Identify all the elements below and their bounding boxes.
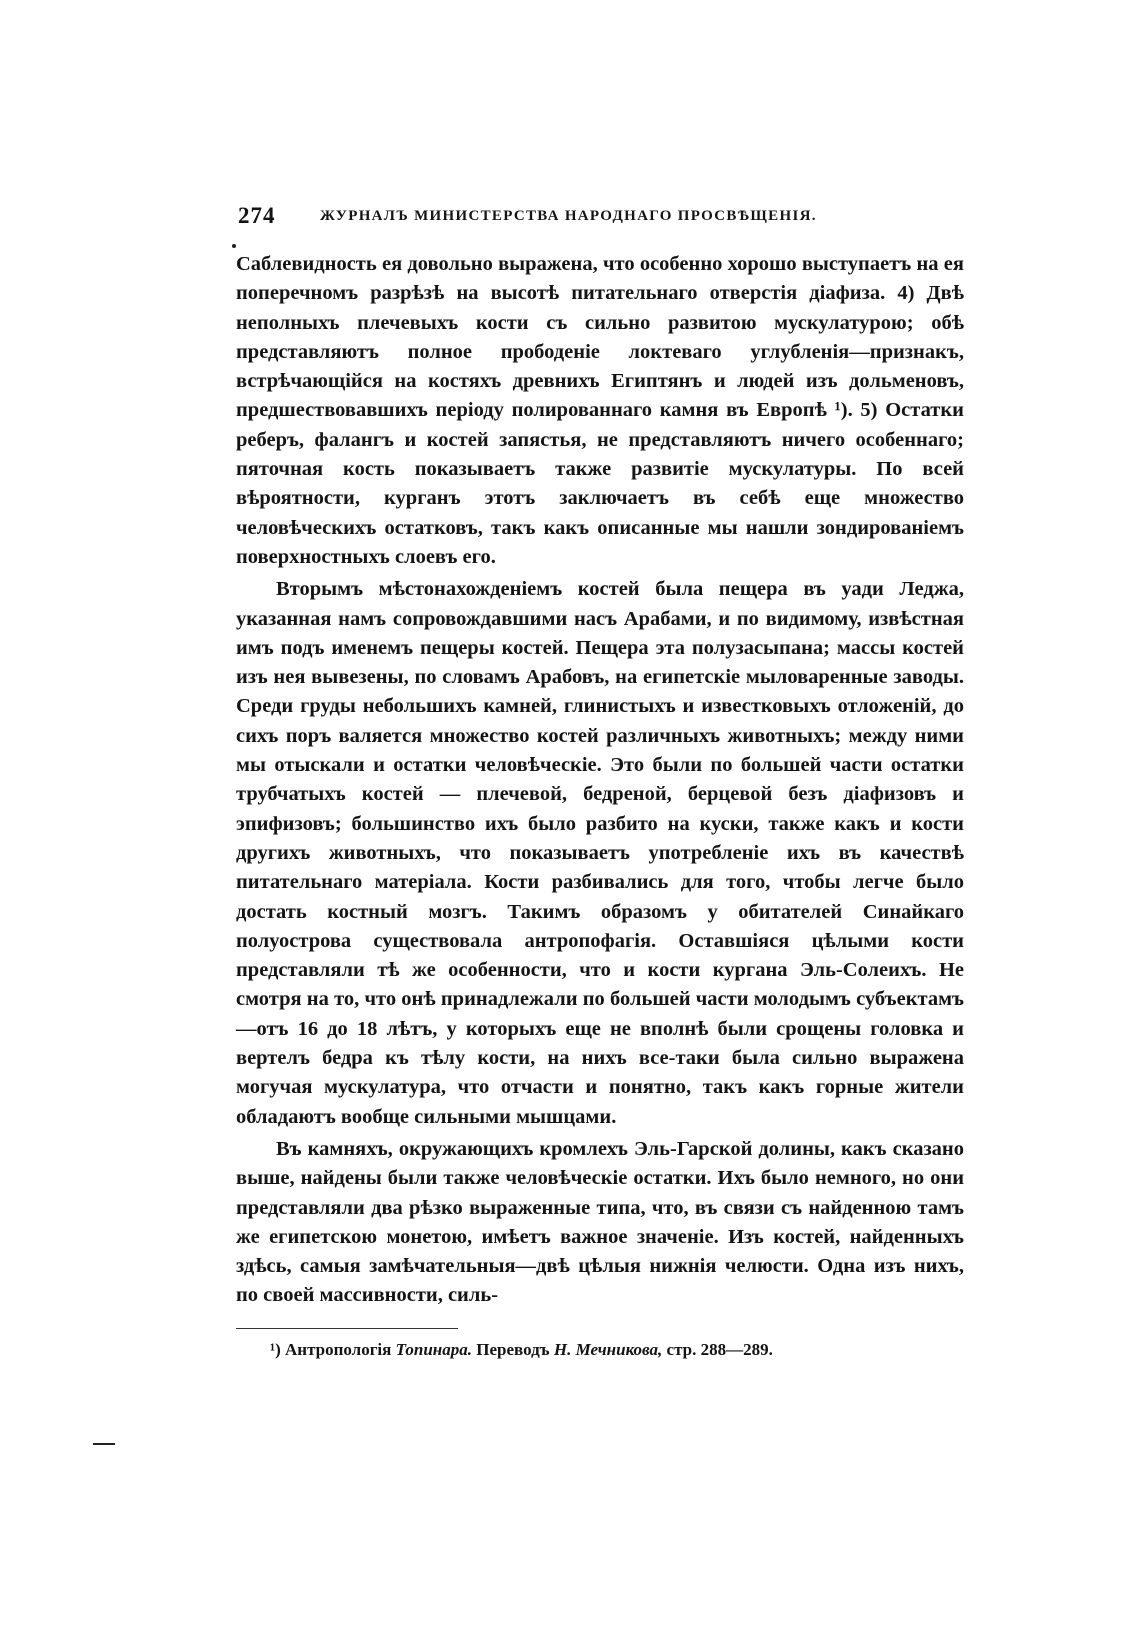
journal-title: ЖУРНАЛЪ МИНИСТЕРСТВА НАРОДНАГО ПРОСВѢЩЕНІЯ. — [320, 208, 817, 224]
paragraph-3: Въ камняхъ, окружающихъ кромлехъ Эль-Гарской долины, какъ сказано выше, найдены были также человѣческіе остатки. Ихъ было немного, но они представляли два рѣзко выраженные типа, что, въ связи съ найденною тамъ же египетскою монетою, имѣетъ важное значеніе. Изъ костей, найденныхъ здѣсь, самыя замѣчательныя—двѣ цѣлыя нижнія челюсти. Одна изъ нихъ, по своей массивности, силь- — [236, 1137, 964, 1307]
margin-mark — [93, 1443, 115, 1445]
footnote-marker: ¹) — [270, 1340, 281, 1359]
footnote-pages: стр. 288—289. — [666, 1340, 773, 1359]
paragraph-2: Вторымъ мѣстонахожденіемъ костей была пещера въ уади Леджа, указанная намъ сопровождавшими насъ Арабами, и по видимому, извѣстная имъ подъ именемъ пещеры костей. Пещера эта полузасыпана; массы костей изъ нея вывезены, по словамъ Арабовъ, на египетскіе мыловаренные заводы. Среди груды небольшихъ камней, глинистыхъ и известковыхъ отложеній, до сихъ поръ валяется множество костей различныхъ животныхъ; между ними мы отыскали и остатки человѣческіе. Это были по большей части остатки трубчатыхъ костей — плечевой, бедреной, берцевой безъ діафизовъ и эпифизовъ; большинство ихъ было разбито на куски, также какъ и кости другихъ животныхъ, что показываетъ употребленіе ихъ въ качествѣ питательнаго матеріала. Кости разбивались для того, чтобы легче было достать костный мозгъ. Такимъ образомъ у обитателей Синайкаго полуострова существовала антропофагія. Оставшіяся цѣлыми кости представляли тѣ же особенности, что и кости кургана Эль-Солеихъ. Не смотря на то, что онѣ принадлежали по большей части молодымъ субъектамъ—отъ 16 до 18 лѣтъ, у которыхъ еще не вполнѣ были срощены головка и вертелъ бедра къ тѣлу кости, на нихъ все-таки была сильно выражена могучая мускулатура, что отчасти и понятно, такъ какъ горные жители обладаютъ вообще сильными мышцами. — [236, 578, 964, 1128]
ink-dot — [232, 244, 236, 248]
footnote-translation-label: Переводъ — [476, 1340, 550, 1359]
footnote-translator: Н. Мечникова, — [553, 1340, 663, 1359]
paragraph-1: Саблевидность ея довольно выражена, что особенно хорошо выступаетъ на ея поперечномъ разрѣзѣ на высотѣ питательнаго отверстія діафиза. 4) Двѣ неполныхъ плечевыхъ кости съ сильно развитою мускулатурою; обѣ представляютъ полное прободеніе локтеваго углубленія—признакъ, встрѣчающійся на костяхъ древнихъ Египтянъ и людей изъ дольменовъ, предшествовавшихъ періоду полированнаго камня въ Европѣ ¹). 5) Остатки реберъ, фалангъ и костей запястья, не представляютъ ничего особеннаго; пяточная кость показываетъ также развитіе мускулатуры. По всей вѣроятности, курганъ этотъ заключаетъ въ себѣ еще множество человѣческихъ остатковъ, такъ какъ описанные мы нашли зондированіемъ поверхностныхъ слоевъ его. — [236, 253, 964, 568]
footnote-rule — [236, 1328, 458, 1329]
running-head — [238, 203, 858, 233]
footnote — [270, 1338, 970, 1362]
footnote-work: Антропологія — [285, 1340, 392, 1359]
footnote-author: Топинара. — [395, 1340, 472, 1359]
main-text — [236, 250, 964, 1311]
page-number: 274 — [238, 203, 276, 228]
